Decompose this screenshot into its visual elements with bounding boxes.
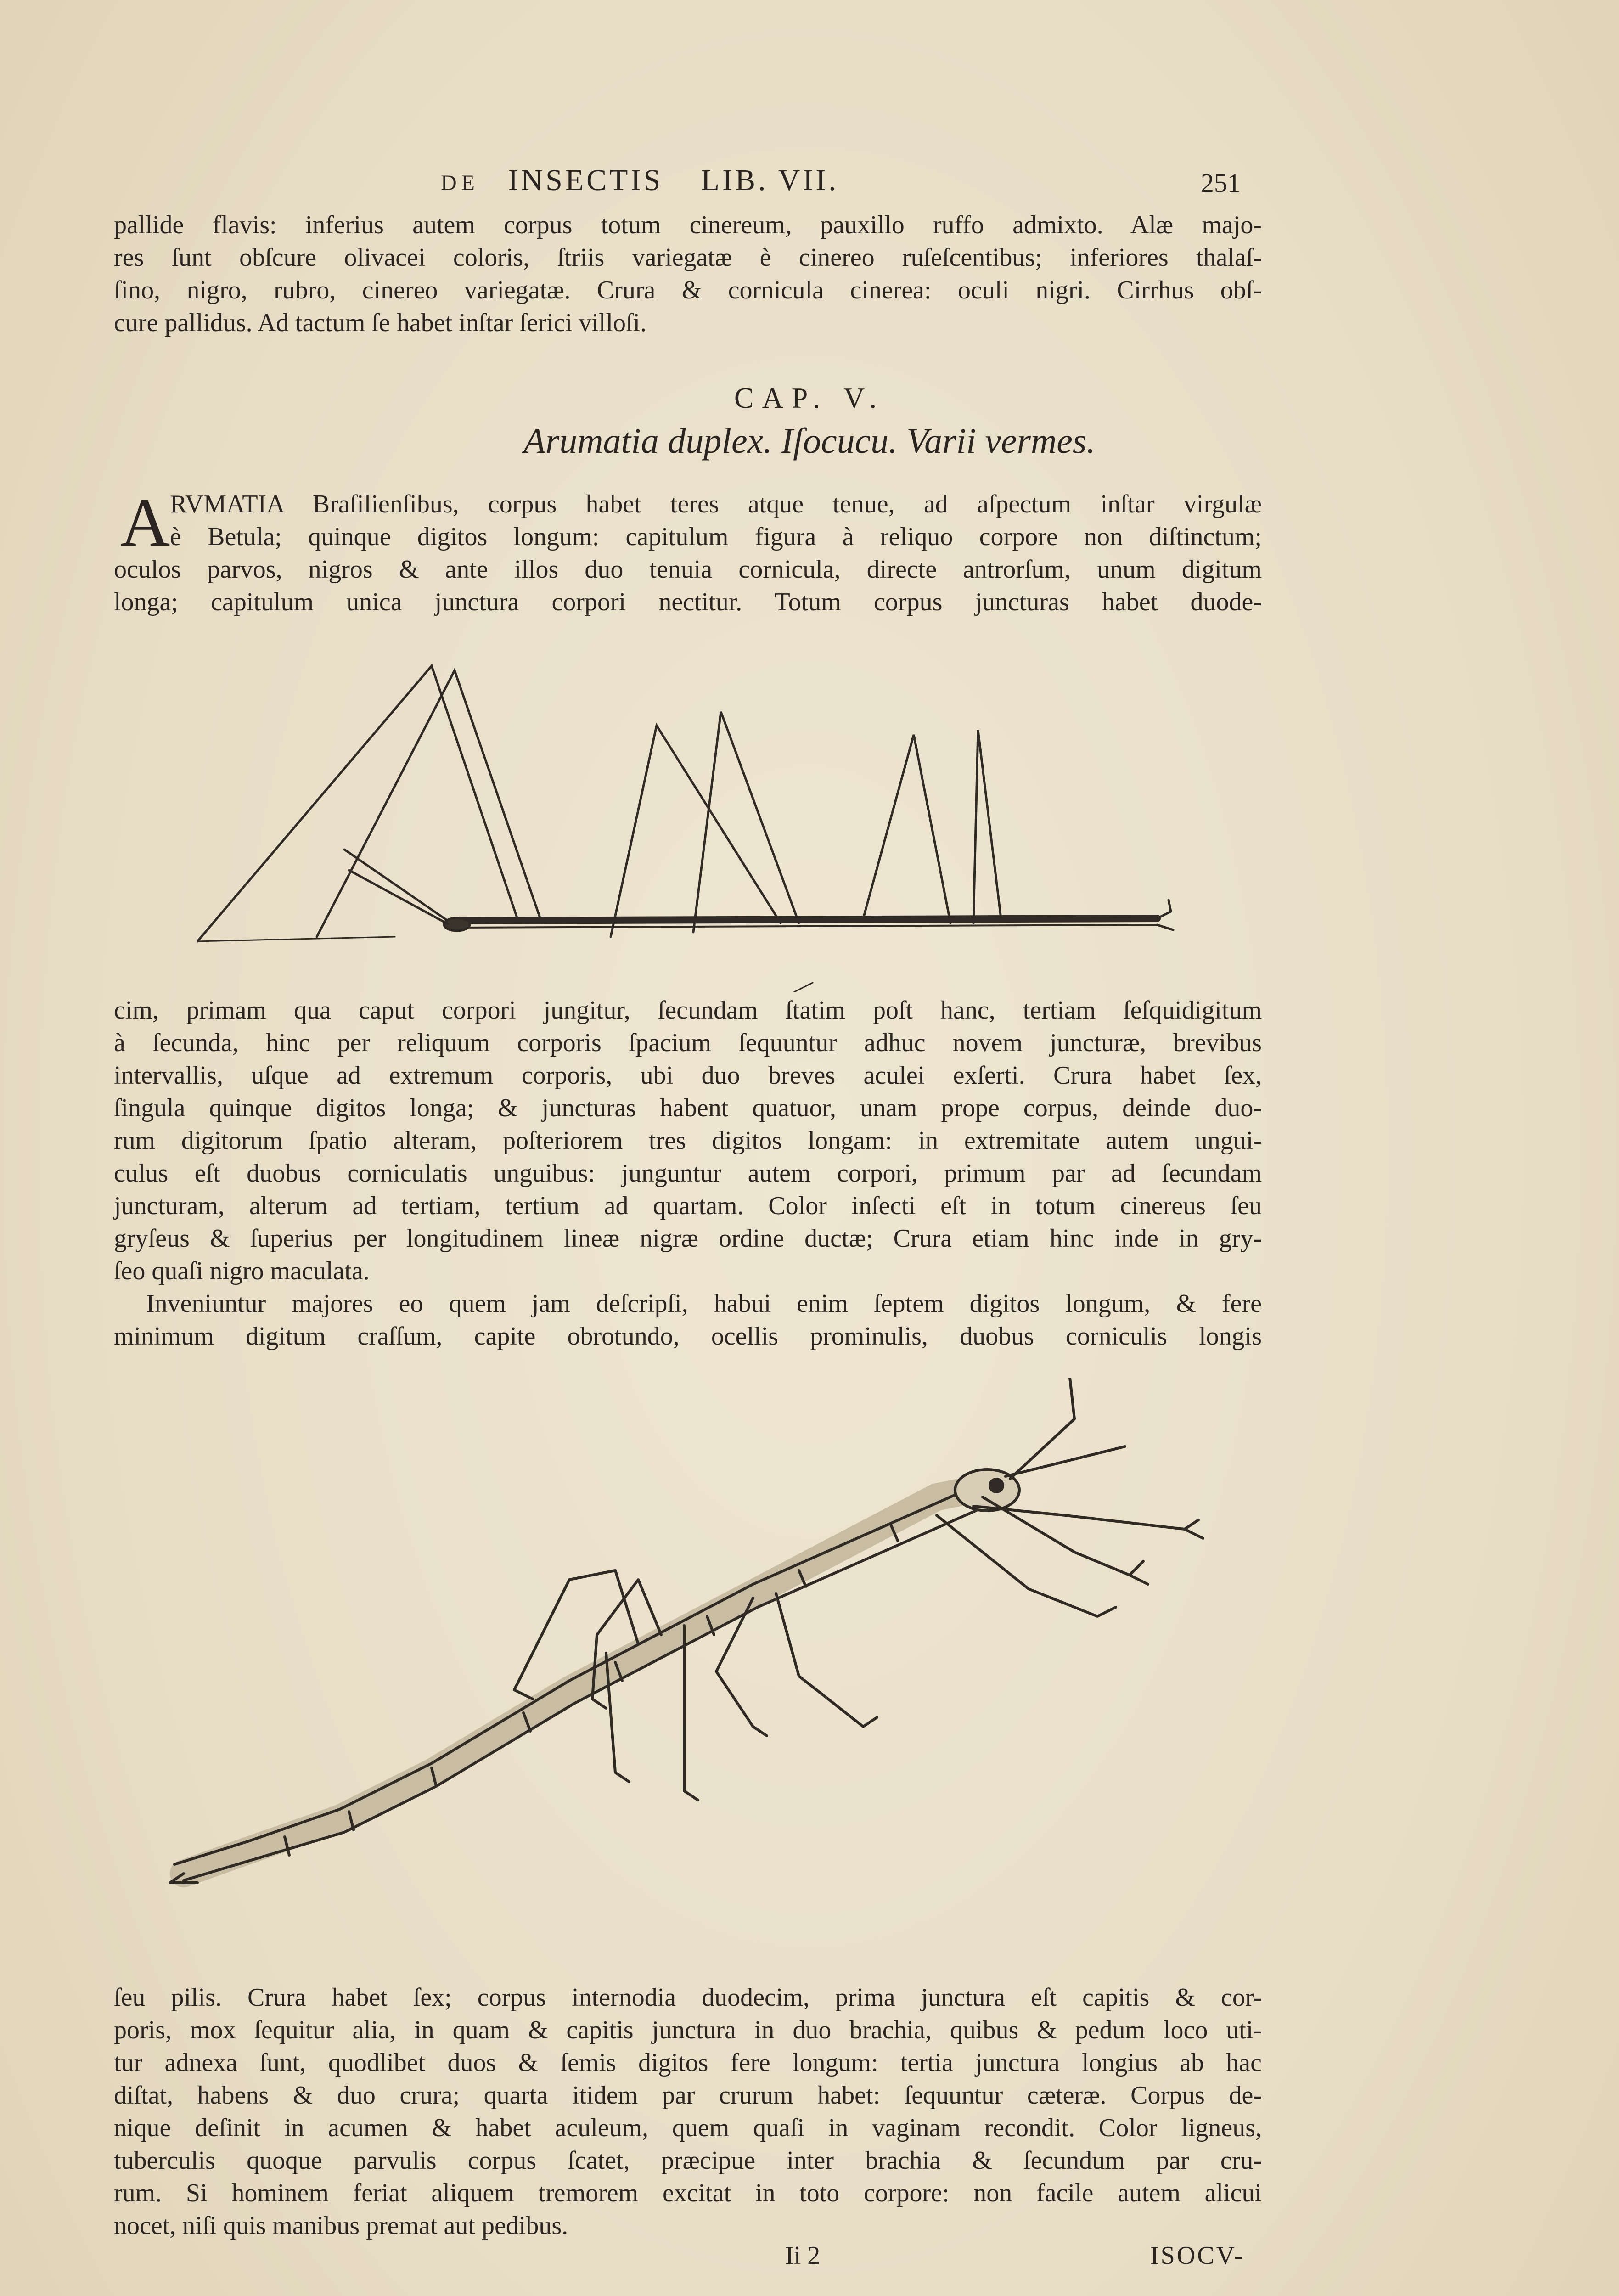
text-line: à ſecunda, hinc per reliquum corporis ſpacium ſequuntur adhuc novem juncturæ, brevibus: [114, 1029, 1262, 1057]
text-line: cure pallidus. Ad tactum ſe habet inſtar ſerici villoſi.: [114, 309, 647, 337]
text-line: ſino, nigro, rubro, cinereo variegatæ. Crura & cornicula cinerea: oculi nigri. Cirrhus obſ-: [114, 276, 1262, 304]
text-line: intervallis, uſque ad extremum corporis, ubi duo breves aculei exſerti. Crura habet ſex,: [114, 1061, 1262, 1090]
text-line: minimum digitum craſſum, capite obrotundo, ocellis prominulis, duobus corniculis longis: [114, 1322, 1262, 1351]
running-header: [441, 163, 1267, 198]
chapter-title: Arumatia duplex. Iſocucu. Varii vermes.: [523, 421, 1096, 461]
paragraph-block-1: [114, 209, 1262, 339]
paragraph-block-3: [114, 994, 1262, 1353]
text-line: ſingula quinque digitos longa; & juncturas habent quatuor, unam prope corpus, deinde duo-: [114, 1094, 1262, 1122]
text-line: rum digitorum ſpatio alteram, poſteriorem tres digitos longam: in extremitate autem ungui-: [114, 1126, 1262, 1155]
paragraph-block-2-head: [170, 488, 1262, 553]
text-line: poris, mox ſequitur alia, in quam & capitis junctura in duo brachia, quibus & pedum loco uti-: [114, 2016, 1262, 2044]
text-line: tur adnexa ſunt, quodlibet duos & ſemis digitos fere longum: tertia junctura longius ab hac: [114, 2048, 1262, 2077]
text-line: oculos parvos, nigros & ante illos duo tenuia cornicula, directe antrorſum, unum digitum: [114, 555, 1262, 584]
text-line: diſtat, habens & duo crura; quarta itidem par crurum habet: ſequuntur cæteræ. Corpus de-: [114, 2081, 1262, 2110]
paragraph-block-2: [114, 553, 1262, 619]
text-line: tuberculis quoque parvulis corpus ſcatet, præcipue inter brachia & ſecundum par cru-: [114, 2146, 1262, 2175]
text-line: culus eſt duobus corniculatis unguibus: junguntur autem corpori, primum par ad ſecundam: [114, 1159, 1262, 1187]
stick-insect-figure-1: [197, 661, 1198, 992]
header-title: INSECTIS: [508, 163, 663, 197]
text-line: pallide flavis: inferius autem corpus totum cinereum, pauxillo ruffo admixto. Alæ majo-: [114, 211, 1262, 239]
text-line: è Betula; quinque digitos longum: capitulum figura à reliquo corpore non diſtinctum;: [170, 523, 1262, 551]
page-number: 251: [1201, 168, 1241, 198]
text-line: Inveniuntur majores eo quem jam deſcripſi, habui enim ſeptem digitos longum, & fere: [146, 1289, 1262, 1318]
paragraph-block-4: [114, 1981, 1262, 2242]
catchword: ISOCV-: [1150, 2241, 1245, 2270]
header-lib: LIB. VII.: [701, 163, 839, 197]
text-line: res ſunt obſcure olivacei coloris, ſtriis variegatæ è cinereo ruſeſcentibus; inferiores thalaſ-: [114, 243, 1262, 272]
drop-cap: A: [120, 484, 170, 561]
text-line: nocet, niſi quis manibus premat aut pedibus.: [114, 2212, 568, 2240]
text-line: ſeu pilis. Crura habet ſex; corpus internodia duodecim, prima junctura eſt capitis & cor-: [114, 1983, 1262, 2012]
signature-mark: Ii 2: [785, 2241, 821, 2270]
text-line: nique deſinit in acumen & habet aculeum, quem quaſi in vaginam recondit. Color ligneus,: [114, 2114, 1262, 2142]
text-line: RVMATIA Braſilienſibus, corpus habet teres atque tenue, ad aſpectum inſtar virgulæ: [170, 490, 1262, 518]
text-line: rum. Si hominem feriat aliquem tremorem excitat in toto corpore: non facile autem alicui: [114, 2179, 1262, 2207]
stick-insect-figure-2: [156, 1378, 1267, 1929]
text-line: longa; capitulum unica junctura corpori nectitur. Totum corpus juncturas habet duode-: [114, 588, 1262, 616]
text-line: gryſeus & ſuperius per longitudinem lineæ nigræ ordine ductæ; Crura etiam hinc inde in gry-: [114, 1224, 1262, 1253]
text-line: juncturam, alterum ad tertiam, tertium ad quartam. Color inſecti eſt in totum cinereus ſeu: [114, 1192, 1262, 1220]
header-de: DE: [441, 171, 479, 195]
text-line: cim, primam qua caput corpori jungitur, ſecundam ſtatim poſt hanc, tertiam ſeſquidigitum: [114, 996, 1262, 1024]
text-line: ſeo quaſi nigro maculata.: [114, 1257, 370, 1285]
chapter-number: CAP. V.: [734, 382, 885, 414]
